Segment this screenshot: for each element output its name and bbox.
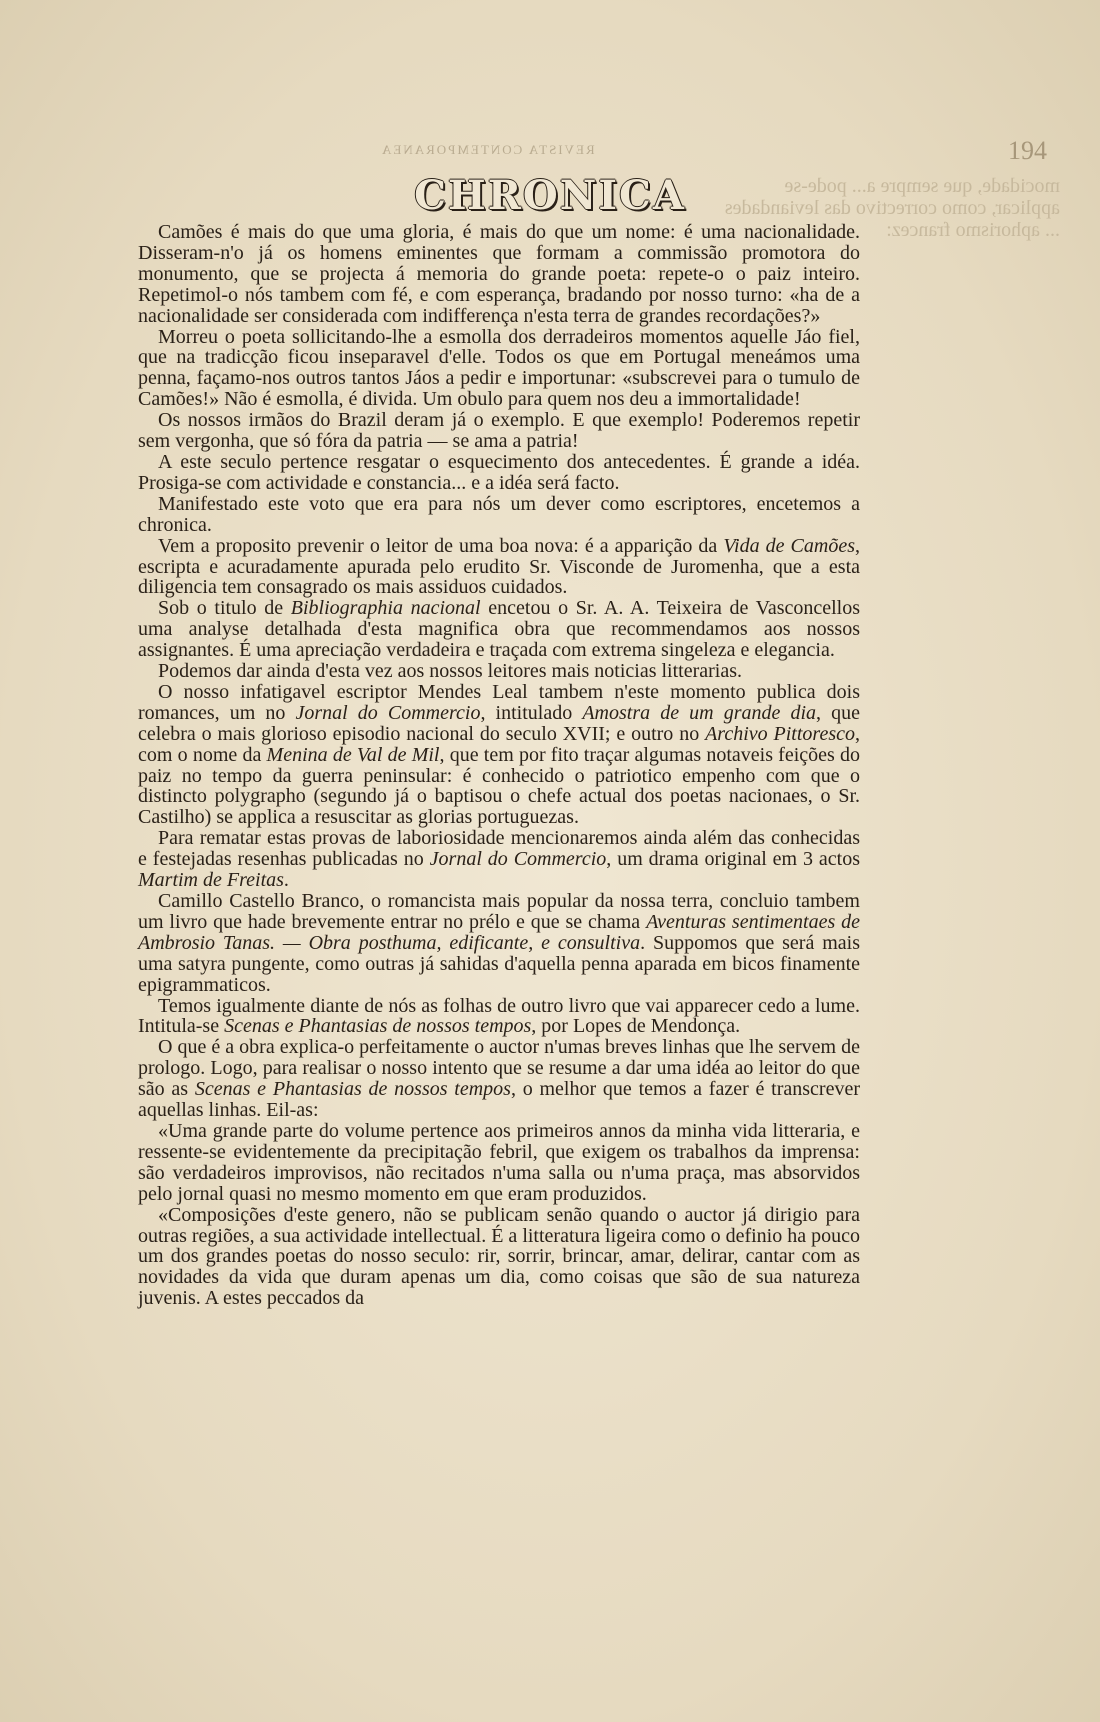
paragraph <box>138 828 860 891</box>
italic-title: Archivo Pittoresco <box>705 722 855 745</box>
page-number: 194 <box>1008 136 1047 165</box>
italic-title: Menina de Val de Mil <box>266 743 440 766</box>
paragraph <box>138 327 860 411</box>
text-run: «Uma grande parte do volume pertence aos primeiros annos da minha vida litteraria, e ressente-se evidentemente da precipitação febril, que exigem os trabalhos da imprensa: são verdadeiros improvisos, não recitados n'uma salla ou n'uma praça, mas absorvidos pelo jornal quasi no mesmo momento em que eram produzidos. <box>138 1119 860 1205</box>
paragraph <box>138 1121 860 1205</box>
italic-title: Martim de Freitas <box>138 869 284 892</box>
page-title: CHRONICA <box>414 172 686 219</box>
text-run: O nosso infatigavel escriptor Mendes Leal tambem n'este momento publica dois romances, um no <box>138 680 860 724</box>
italic-title: Bibliographia nacional <box>290 597 481 620</box>
text-run: , que tem por fito traçar algumas notaveis feições do paiz no tempo da guerra peninsular: é conhecido o patriotico empenho com que o distincto polygrapho (segundo já o baptisou o chefe actual dos poetas nacionaes, o Sr. Castilho) se applica a resuscitar as glorias portuguezas. <box>138 743 860 829</box>
paragraph <box>138 222 860 327</box>
text-run: O que é a obra explica-o perfeitamente o auctor n'umas breves linhas que lhe servem de prologo. Logo, para realisar o nosso intento que se resume a dar uma idéa ao leitor do que são as <box>138 1036 860 1101</box>
show-through-text: mocidade, que sempre a... pode-se applicar, como correctivo das leviandades ... aphorismo francez: <box>724 175 1060 241</box>
text-run: Sob o titulo de <box>158 597 291 620</box>
paragraph <box>138 661 860 682</box>
text-run: «Composições d'este genero, não se publicam senão quando o auctor já dirigio para outras regiões, a sua actividade intellectual. É a litteratura ligeira como o definio ha pouco um dos grandes poetas do nosso seculo: rir, sorrir, brincar, amar, delirar, cantar com as novidades da vida que duram apenas um dia, como coisas que são de sua natureza juvenis. A estes peccados da <box>138 1203 860 1310</box>
paragraph <box>138 682 860 828</box>
text-run: Podemos dar ainda d'esta vez aos nossos leitores mais noticias litterarias. <box>158 660 743 683</box>
paragraph <box>138 891 860 996</box>
text-run: Camillo Castello Branco, o romancista mais popular da nossa terra, concluio tambem um livro que hade brevemente entrar no prélo e que se chama <box>138 890 860 933</box>
text-run: Camões é mais do que uma gloria, é mais do que um nome: é uma nacionalidade. Disseram-n'o já os homens eminentes que formam a commissão promotora do monumento, que se projecta á memoria do grande poeta: repete-o o paiz inteiro. Repetimol-o nós tambem com fé, e com esperança, bradando por nosso turno: «ha de a nacionalidade ser considerada com indifferença n'esta terra de grandes recordações?» <box>138 221 860 327</box>
paragraph <box>138 536 860 599</box>
italic-title: Amostra de um grande dia <box>582 701 817 724</box>
running-head: REVISTA CONTEMPORANEA <box>380 142 595 157</box>
paragraph <box>138 1205 860 1310</box>
italic-title: Scenas e Phantasias de nossos tempos <box>224 1015 532 1038</box>
italic-title: Scenas e Phantasias de nossos tempos <box>194 1078 511 1101</box>
paragraph <box>138 410 860 452</box>
italic-title: Aventuras sentimentaes de Ambrosio Tanas. — Obra posthuma, edificante, e consultiva <box>138 910 860 954</box>
text-run: Temos igualmente diante de nós as folhas de outro livro que vai apparecer cedo a lume. Intitula-se <box>138 994 860 1038</box>
text-run: Para rematar estas provas de laboriosidade mencionaremos ainda além das conhecidas e festejadas resenhas publicadas no <box>138 827 860 871</box>
paragraph <box>138 996 860 1038</box>
paragraph <box>138 452 860 494</box>
text-run: . <box>283 869 289 892</box>
text-run: , o melhor que temos a fazer é transcrever aquellas linhas. Eil-as: <box>138 1078 860 1122</box>
text-run: encetou o Sr. A. A. Teixeira de Vasconcellos uma analyse detalhada d'esta magnifica obra que recommendamos aos nossos assignantes. É uma apreciação verdadeira e traçada com extrema singeleza e elegancia. <box>138 597 861 662</box>
paragraph <box>138 598 860 661</box>
text-run: , com o nome da <box>138 722 860 766</box>
text-run: Morreu o poeta sollicitando-lhe a esmolla dos derradeiros momentos aquelle Jáo fiel, que na tradicção ficou inseparavel d'elle. Todos os que em Portugal meneámos uma penna, façamo-nos outros tantos Jáos a pedir e importunar: «subscrevei para o tumulo de Camões!» Não é esmolla, é divida. Um obulo para quem nos deu a immortalidade! <box>138 325 860 411</box>
paragraph <box>138 1037 860 1121</box>
italic-title: Jornal do Commercio <box>295 701 481 724</box>
text-run: Os nossos irmãos do Brazil deram já o exemplo. E que exemplo! Poderemos repetir sem vergonha, que só fóra da patria — se ama a patria! <box>138 409 860 453</box>
text-run: , que celebra o mais glorioso episodio nacional do seculo XVII; e outro no <box>138 701 860 745</box>
italic-title: Jornal do Commercio <box>429 848 607 871</box>
text-run: . Suppomos que será mais uma satyra pungente, como outras já sahidas d'aquella penna aparada em bicos finamente epigrammaticos. <box>138 931 860 996</box>
text-run: , escripta e acuradamente apurada pelo erudito Sr. Visconde de Juromenha, que a esta diligencia tem consagrado os mais assiduos cuidados. <box>138 534 860 599</box>
text-run: , por Lopes de Mendonça. <box>531 1015 741 1038</box>
text-run: , um drama original em 3 actos <box>606 848 861 871</box>
article-body <box>138 222 860 1309</box>
text-run: Manifestado este voto que era para nós um dever como escriptores, encetemos a chronica. <box>138 492 860 536</box>
paragraph <box>138 494 860 536</box>
italic-title: Vida de Camões <box>723 534 855 557</box>
text-run: , intitulado <box>480 701 583 724</box>
text-run: A este seculo pertence resgatar o esquecimento dos antecedentes. É grande a idéa. Prosiga-se com actividade e constancia... e a idéa será facto. <box>138 450 860 494</box>
text-run: Vem a proposito prevenir o leitor de uma boa nova: é a apparição da <box>158 534 724 557</box>
